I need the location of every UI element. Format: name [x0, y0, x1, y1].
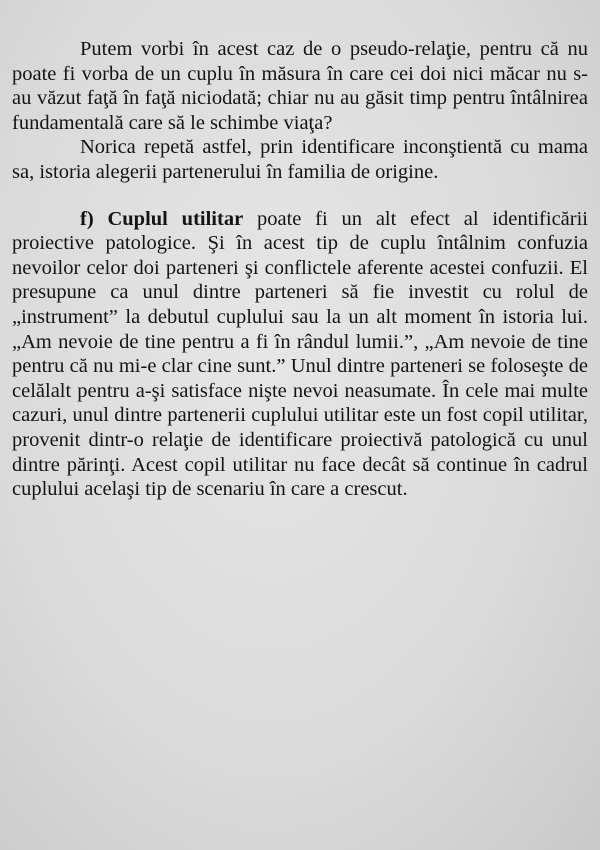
- bleed-through-text: [12, 590, 588, 615]
- paragraph-cuplul-utilitar: [12, 207, 588, 502]
- body-text: [12, 37, 588, 502]
- paragraph-body: poate fi un alt efect al identificării proiective patologice. Şi în acest tip de cuplu întâlnim confuzia nevoilor celor doi parteneri şi conflictele aferente acestei confuzii. El presupune ca unul dintre parteneri să fie investit cu rolul de „instrument” la debutul cuplului sau la un alt moment în istoria lui. „Am nevoie de tine pentru a fi în rândul lumii.”, „Am nevoie de tine pentru că nu mi-e clar cine sunt.” Unul dintre parteneri se foloseşte de celălalt pentru a-şi satisface nişte nevoi neasumate. În cele mai multe cazuri, unul dintre partenerii cuplului utilitar este un fost copil utilitar, provenit dintr-o relaţie de identificare proiectivă patologică cu unul dintre părinţi. Acest copil utilitar nu face decât să continue în cadrul cuplului acelaşi tip de scenariu în care a crescut.: [12, 207, 588, 501]
- paragraph-norica: Norica repetă astfel, prin identificare inconştientă cu mama sa, istoria alegerii partenerului în familia de origine.: [12, 136, 588, 183]
- paragraph-pseudo-relatie: Putem vorbi în acest caz de o pseudo-relaţie, pentru că nu poate fi vorba de un cuplu în măsura în care cei doi nici măcar nu s-au văzut faţă în faţă niciodată; chiar nu au găsit timp pentru întâlnirea fundamentală care să le schimbe viaţa?: [12, 38, 588, 134]
- section-heading: f) Cuplul utilitar: [80, 207, 244, 230]
- bleed-through-text: [12, 660, 588, 685]
